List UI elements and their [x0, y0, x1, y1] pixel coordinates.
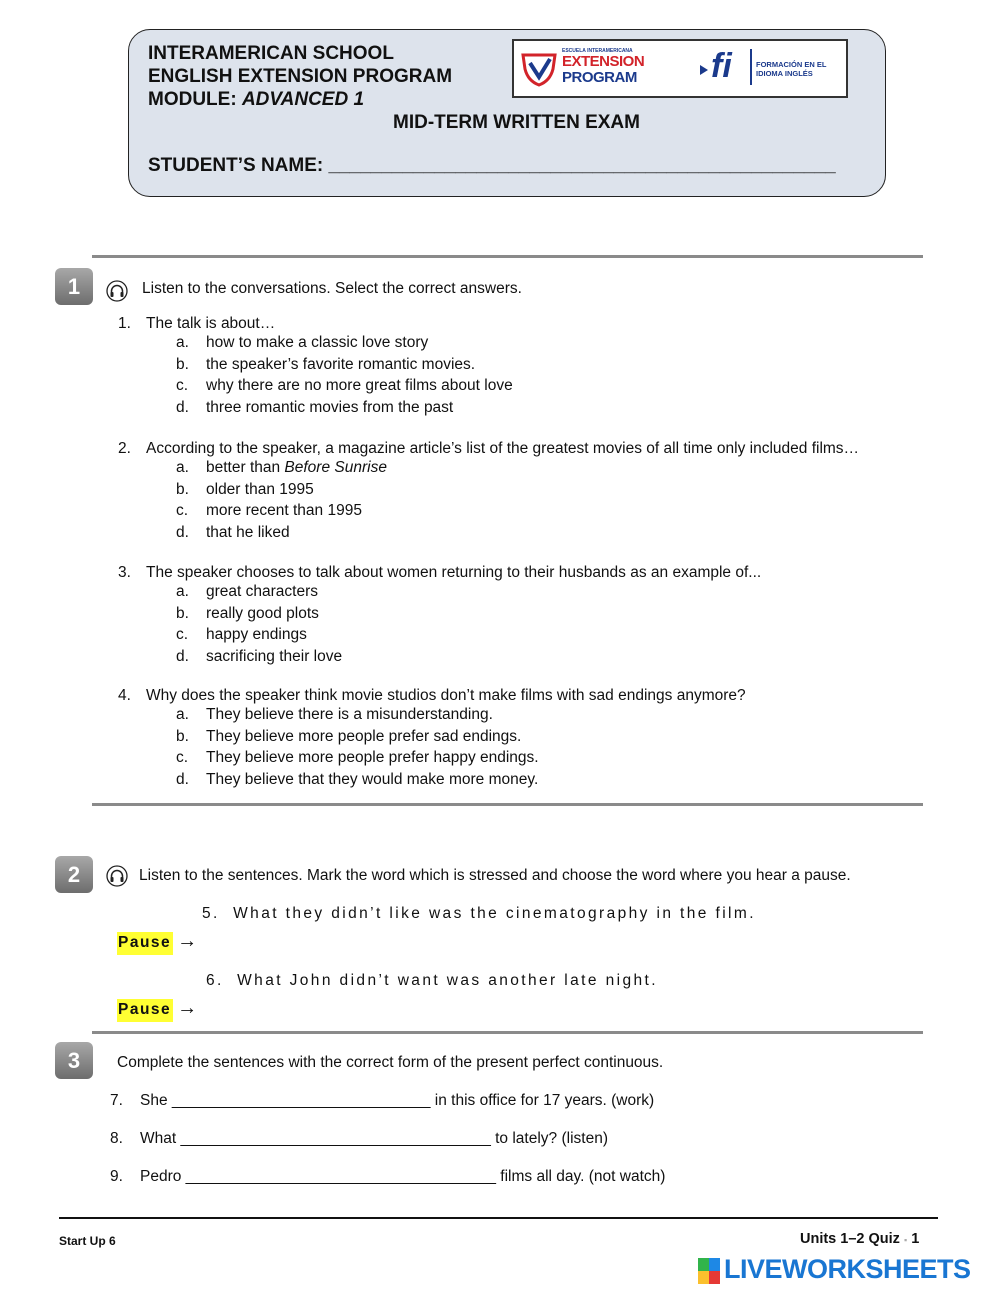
- footer-separator: ▪: [903, 1235, 908, 1245]
- exam-title: MID-TERM WRITTEN EXAM: [393, 112, 640, 133]
- item-number: 8.: [110, 1130, 123, 1147]
- answer-option[interactable]: [176, 583, 318, 601]
- option-letter: a.: [176, 459, 189, 476]
- logo-extension-text: EXTENSION: [562, 53, 645, 70]
- question-4: [118, 687, 746, 705]
- badge-tile: [709, 1258, 720, 1271]
- option-letter: c.: [176, 749, 189, 767]
- answer-option[interactable]: [176, 728, 521, 746]
- option-letter: a.: [176, 706, 189, 723]
- module-line: [148, 89, 364, 111]
- fill-blank-7[interactable]: [110, 1092, 654, 1110]
- item-text: She ______________________________ in this office for 17 years. (work): [140, 1092, 655, 1109]
- section-divider: [92, 255, 923, 258]
- student-name-field: STUDENT’S NAME: ________________________________________________: [148, 155, 836, 176]
- program-logos: [512, 39, 848, 98]
- option-text: They believe more people prefer sad endings.: [206, 727, 522, 745]
- module-value: ADVANCED 1: [241, 89, 365, 110]
- option-text: why there are no more great films about love: [206, 377, 513, 395]
- option-text: sacrificing their love: [206, 648, 343, 666]
- page-number: 1: [911, 1231, 920, 1247]
- logo-school-text: ESCUELA INTERAMERICANA: [562, 48, 633, 54]
- badge-tile: [698, 1271, 709, 1284]
- pause-answer-6[interactable]: [117, 997, 197, 1020]
- option-text: They believe more people prefer happy endings.: [206, 749, 539, 767]
- answer-option[interactable]: [176, 706, 493, 724]
- pause-label: Pause: [117, 932, 173, 955]
- school-name: INTERAMERICAN SCHOOL: [148, 43, 394, 64]
- footer-quiz: [800, 1231, 919, 1247]
- option-text: happy endings: [206, 626, 307, 644]
- section-divider: [92, 803, 923, 806]
- item-text: What ____________________________________ to lately? (listen): [140, 1130, 608, 1147]
- footer-rule: [59, 1217, 938, 1219]
- footer-quiz-title: Units 1–2 Quiz: [800, 1231, 900, 1247]
- answer-option[interactable]: [176, 399, 453, 417]
- play-arrow-icon: [700, 65, 708, 75]
- footer-book: Start Up 6: [59, 1234, 116, 1248]
- liveworksheets-watermark: LIVEWORKSHEETS: [724, 1254, 971, 1284]
- option-letter: b.: [176, 604, 189, 622]
- sentence-6: [206, 972, 658, 990]
- sentence-text: What they didn’t like was the cinematography in the film.: [233, 905, 756, 922]
- question-text: The talk is about…: [146, 315, 276, 332]
- fi-logo-mark: fi: [711, 47, 732, 85]
- answer-option[interactable]: [176, 524, 290, 542]
- option-letter: c.: [176, 626, 189, 644]
- pause-answer-5[interactable]: [117, 930, 197, 953]
- answer-option[interactable]: [176, 749, 539, 767]
- pause-label: Pause: [117, 999, 173, 1022]
- option-text: the speaker’s favorite romantic movies.: [206, 355, 476, 373]
- option-text: They believe there is a misunderstanding.: [206, 706, 493, 723]
- option-text: three romantic movies from the past: [206, 399, 454, 417]
- question-number: 3.: [118, 564, 131, 581]
- item-text: Pedro ____________________________________ films all day. (not watch): [140, 1168, 666, 1185]
- section-2-instruction: Listen to the sentences. Mark the word which is stressed and choose the word where you hear a pause.: [139, 867, 851, 884]
- answer-option[interactable]: [176, 771, 538, 789]
- module-label: MODULE:: [148, 89, 242, 110]
- sentence-text: What John didn’t want was another late night.: [237, 972, 658, 989]
- option-letter: a.: [176, 583, 189, 600]
- option-letter: d.: [176, 648, 189, 666]
- headphones-icon: [106, 280, 128, 302]
- option-text: that he liked: [206, 524, 290, 542]
- right-arrow-icon: →: [177, 997, 198, 1019]
- program-name: ENGLISH EXTENSION PROGRAM: [148, 66, 453, 87]
- section-1-instruction: Listen to the conversations. Select the correct answers.: [142, 280, 522, 297]
- option-text: how to make a classic love story: [206, 334, 429, 351]
- option-text: really good plots: [206, 604, 319, 622]
- question-text: The speaker chooses to talk about women returning to their husbands as an example of...: [146, 564, 762, 581]
- answer-option[interactable]: [176, 356, 475, 374]
- liveworksheets-badge: [698, 1258, 720, 1284]
- option-text: older than 1995: [206, 480, 314, 498]
- section-divider: [92, 1031, 923, 1034]
- right-arrow-icon: →: [177, 930, 198, 952]
- option-letter: c.: [176, 502, 189, 520]
- option-text: They believe that they would make more money.: [206, 771, 539, 789]
- question-number: 4.: [118, 687, 131, 704]
- option-text: more recent than 1995: [206, 502, 362, 520]
- item-number: 9.: [110, 1168, 123, 1185]
- answer-option[interactable]: [176, 481, 314, 499]
- option-letter: b.: [176, 355, 189, 373]
- answer-option[interactable]: [176, 605, 319, 623]
- section-3-badge: 3: [55, 1042, 93, 1079]
- item-number: 7.: [110, 1092, 123, 1109]
- question-number: 1.: [118, 315, 131, 332]
- option-letter: b.: [176, 480, 189, 498]
- extension-program-shield-icon: [520, 51, 558, 87]
- logo-program-text: PROGRAM: [562, 69, 637, 86]
- answer-option[interactable]: [176, 626, 307, 644]
- fill-blank-9[interactable]: [110, 1168, 665, 1186]
- badge-tile: [698, 1258, 709, 1271]
- answer-option[interactable]: [176, 334, 428, 352]
- answer-option[interactable]: [176, 459, 387, 477]
- fill-blank-8[interactable]: [110, 1130, 608, 1148]
- sentence-5: [202, 905, 756, 923]
- logo-formacion-text: [756, 60, 826, 78]
- option-italic-title: Before Sunrise: [284, 459, 387, 476]
- answer-option[interactable]: [176, 502, 362, 520]
- answer-option[interactable]: [176, 377, 513, 395]
- option-letter: a.: [176, 334, 189, 351]
- question-number: 2.: [118, 440, 131, 457]
- option-letter: d.: [176, 524, 189, 542]
- option-text: better than: [206, 459, 285, 476]
- headphones-icon: [106, 865, 128, 887]
- question-3: [118, 564, 761, 582]
- section-1-badge: 1: [55, 268, 93, 305]
- question-text: Why does the speaker think movie studios don’t make films with sad endings anymore?: [146, 687, 746, 704]
- option-letter: c.: [176, 377, 189, 395]
- question-text: According to the speaker, a magazine article’s list of the greatest movies of all time only included films…: [146, 440, 860, 457]
- sentence-number: 5.: [202, 905, 220, 922]
- badge-tile: [709, 1271, 720, 1284]
- sentence-number: 6.: [206, 972, 224, 989]
- option-letter: b.: [176, 727, 189, 745]
- section-3-instruction: Complete the sentences with the correct form of the present perfect continuous.: [117, 1054, 664, 1071]
- option-letter: d.: [176, 771, 189, 789]
- logo-divider: [750, 49, 752, 85]
- logo-formacion-line2: IDIOMA INGLÉS: [756, 69, 813, 78]
- section-2-badge: 2: [55, 856, 93, 893]
- option-letter: d.: [176, 399, 189, 417]
- option-text: great characters: [206, 583, 318, 600]
- answer-option[interactable]: [176, 648, 342, 666]
- question-1: [118, 315, 275, 333]
- logo-formacion-line1: FORMACIÓN EN EL: [756, 60, 827, 69]
- question-2: [118, 440, 859, 458]
